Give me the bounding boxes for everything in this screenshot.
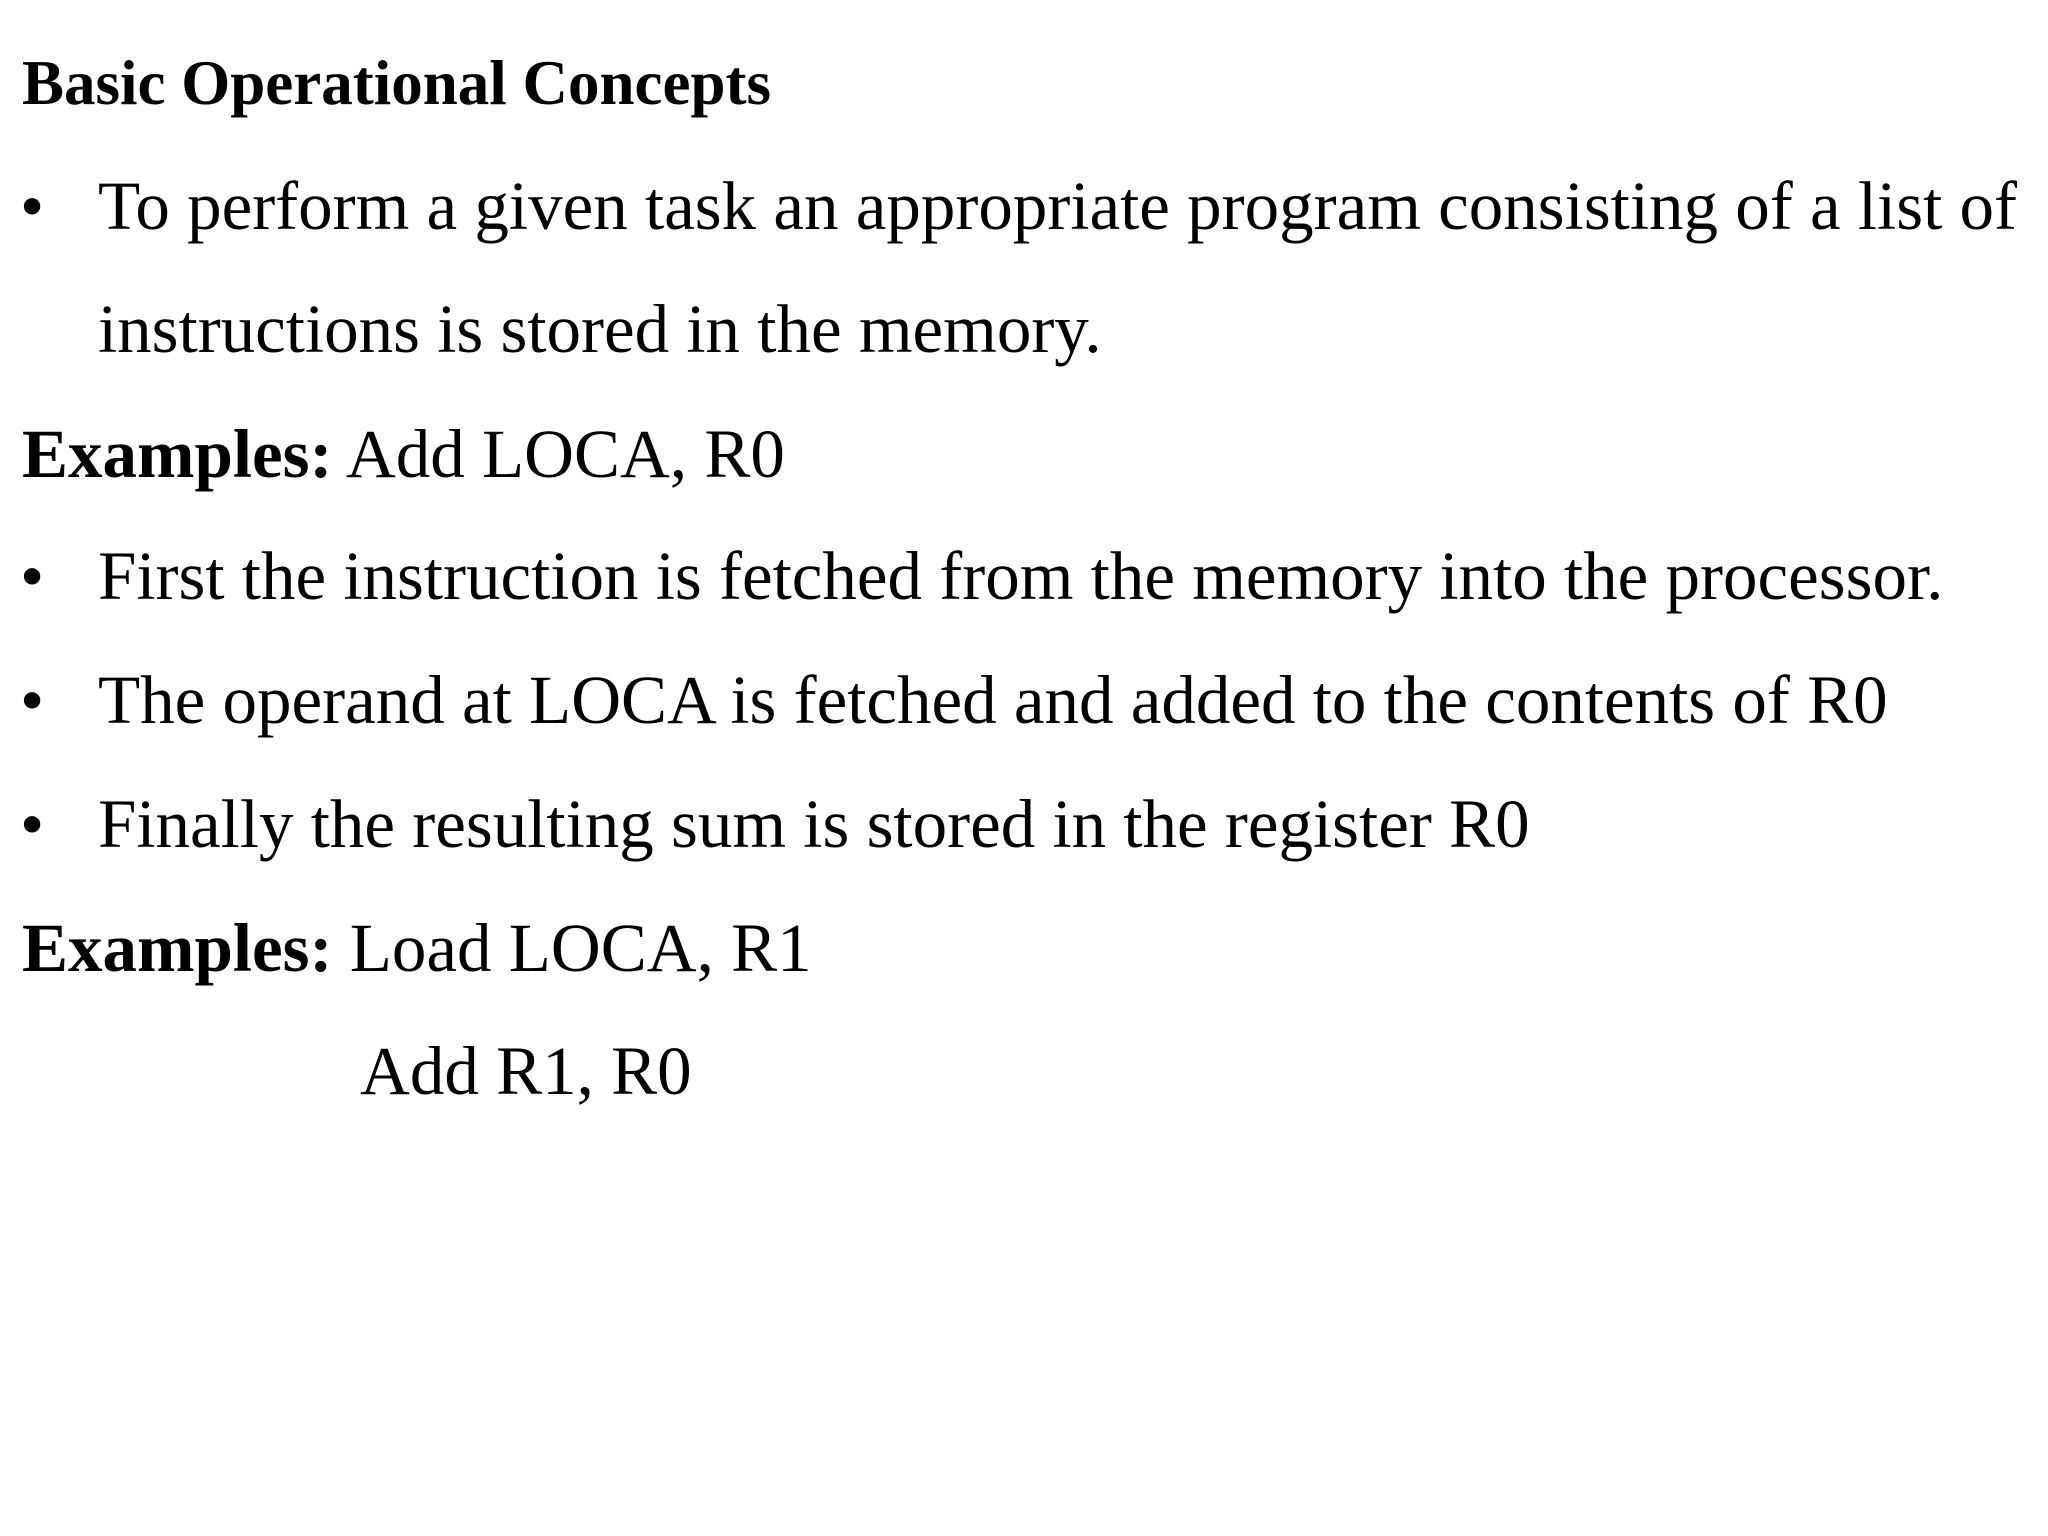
bullet-marker: • — [20, 662, 45, 738]
example-label: Examples: — [22, 416, 333, 492]
example-code: Add LOCA, R0 — [332, 416, 785, 492]
page-title: Basic Operational Concepts — [22, 48, 771, 118]
bullet-text: First the instruction is fetched from the memory into the processor. — [98, 538, 1944, 614]
example-code: Load LOCA, R1 — [332, 910, 812, 986]
bullet-text: To perform a given task an appropriate program consisting of a list of — [98, 168, 2017, 244]
bullet-marker: • — [20, 786, 45, 862]
example-code-continuation: Add R1, R0 — [360, 1033, 692, 1109]
bullet-marker: • — [20, 168, 45, 244]
bullet-text: Finally the resulting sum is stored in the register R0 — [98, 786, 1530, 862]
example-line — [22, 416, 785, 492]
example-label: Examples: — [22, 910, 333, 986]
bullet-marker: • — [20, 538, 45, 614]
bullet-text-continuation: instructions is stored in the memory. — [98, 291, 1102, 367]
bullet-text: The operand at LOCA is fetched and added to the contents of R0 — [98, 662, 1888, 738]
example-line — [22, 910, 812, 986]
